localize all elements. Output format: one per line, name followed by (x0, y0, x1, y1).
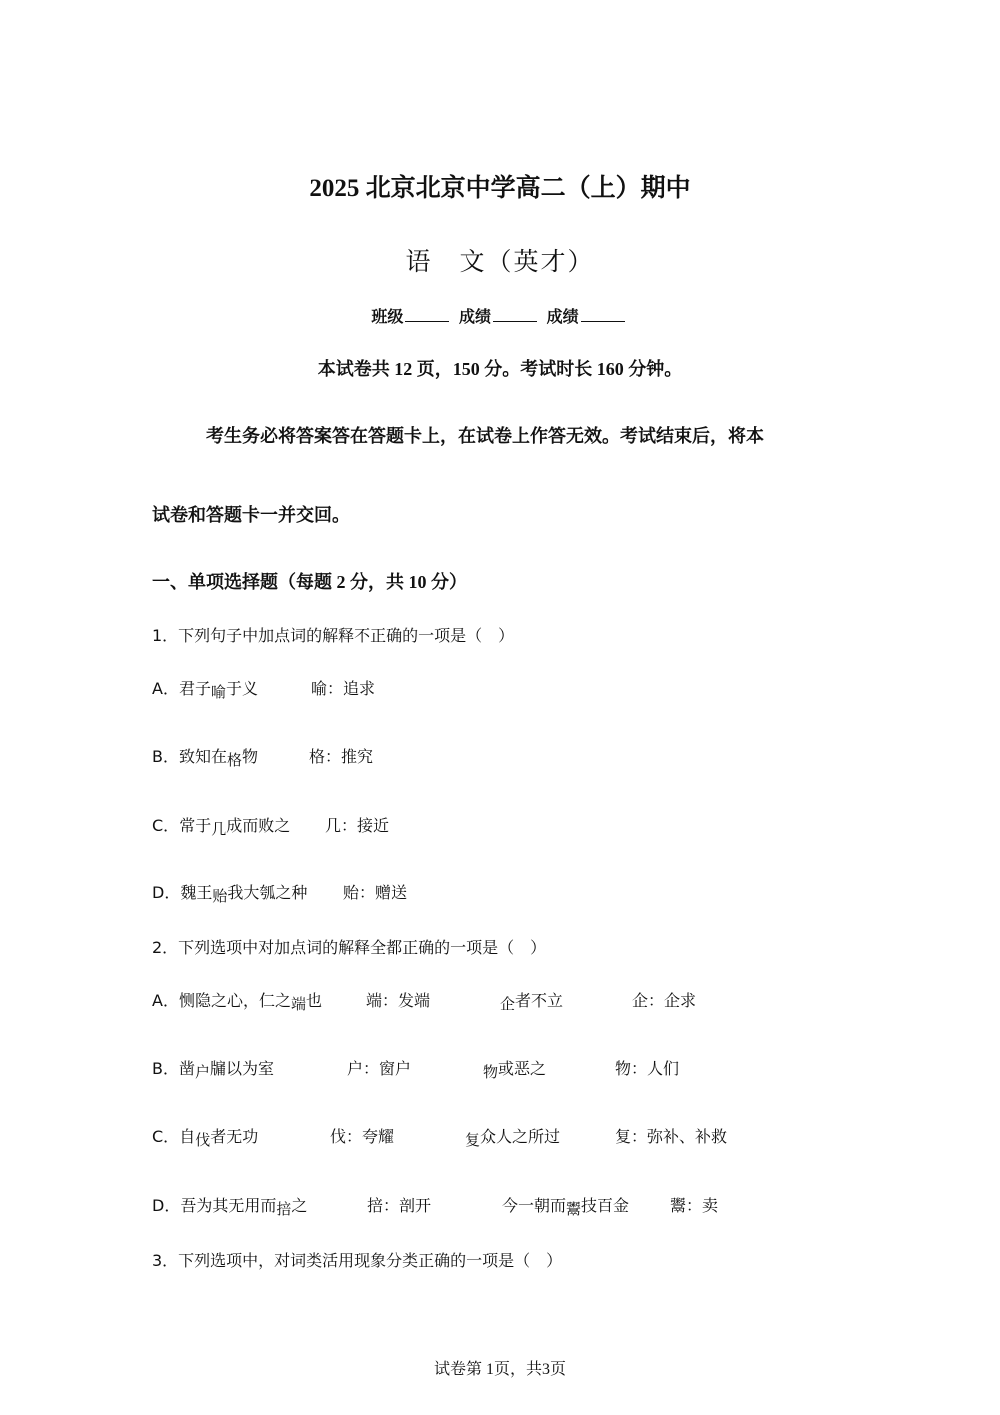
option-text: 自 (179, 1127, 196, 1146)
q2-option-a-phrase-2: 企者不立 (500, 991, 564, 1013)
option-text: 牖以为室 (210, 1059, 275, 1078)
option-letter: A． (152, 991, 179, 1010)
dotted-keyword: 掊 (276, 1200, 292, 1218)
dotted-keyword: 复 (465, 1131, 481, 1149)
option-letter: D． (152, 1196, 181, 1215)
page-footer: 试卷第 1页，共3页 (433, 1361, 566, 1378)
question-1-stem: 1．下列句子中加点词的解释不正确的一项是（ ） (152, 626, 515, 645)
score-field-blank-2[interactable] (581, 307, 625, 322)
dotted-keyword: 贻 (212, 887, 228, 905)
dotted-keyword: 物 (483, 1063, 499, 1081)
q1-option-a (152, 676, 258, 699)
option-text: 凿 (178, 1059, 195, 1078)
q1-option-d (152, 880, 307, 903)
q2-option-c-gloss-2: 复：弥补、补救 (615, 1127, 728, 1146)
notice-line-2: 试卷和答题卡一并交回。 (152, 505, 350, 526)
question-2-stem: 2．下列选项中对加点词的解释全都正确的一项是（ ） (152, 938, 547, 957)
option-text: 也 (305, 991, 322, 1010)
dotted-keyword: 喻 (210, 683, 226, 701)
q2-option-c-gloss: 伐：夸耀 (330, 1127, 395, 1146)
score-field-label: 成绩 (458, 307, 491, 326)
option-letter: C． (152, 1127, 180, 1146)
class-field-label: 班级 (371, 307, 404, 326)
exam-subtitle: 语 文（英才） (405, 247, 595, 276)
option-text: 之 (291, 1196, 308, 1215)
q2-option-d-gloss: 掊：剖开 (367, 1196, 432, 1215)
q2-option-b-gloss: 户：窗户 (347, 1059, 412, 1078)
q2-option-d-gloss-2: 鬻：卖 (670, 1196, 719, 1215)
notice-line-1: 考生务必将答案答在答题卡上，在试卷上作答无效。考试结束后，将本 (206, 426, 764, 447)
q2-option-b-phrase-2: 物或恶之 (483, 1059, 547, 1081)
option-text: 成而败之 (226, 816, 291, 835)
dotted-keyword: 几 (211, 820, 227, 838)
option-text: 致知在 (178, 747, 227, 766)
q1-option-c (152, 813, 290, 836)
option-letter: A． (152, 679, 179, 698)
option-text: 恻隐之心，仁之 (178, 991, 291, 1010)
option-text: 我大瓠之种 (227, 883, 308, 902)
q1-option-b-gloss: 格：推究 (309, 747, 374, 766)
option-text: 魏王 (180, 883, 213, 902)
exam-info: 本试卷共 12 页，150 分。考试时长 160 分钟。 (317, 359, 683, 379)
q2-option-a (152, 988, 322, 1011)
score-field-label-2: 成绩 (546, 307, 579, 326)
q2-option-a-gloss-2: 企：企求 (632, 991, 697, 1010)
option-text: 者无功 (210, 1127, 259, 1146)
q2-option-a-gloss: 端：发端 (366, 991, 431, 1010)
dotted-keyword: 企 (500, 995, 516, 1013)
q2-option-d (152, 1193, 307, 1216)
option-letter: C． (152, 816, 180, 835)
dotted-keyword: 端 (290, 995, 306, 1013)
option-text: 物 (242, 747, 259, 766)
exam-title: 2025 北京北京中学高二（上）期中 (309, 175, 691, 202)
dotted-keyword: 格 (227, 751, 243, 769)
q2-option-c (152, 1124, 258, 1147)
option-letter: B． (152, 1059, 179, 1078)
section-title: 一、单项选择题（每题 2 分，共 10 分） (152, 572, 467, 592)
q2-option-b (152, 1056, 274, 1079)
q2-option-b-gloss-2: 物：人们 (615, 1059, 680, 1078)
option-text: 吾为其无用而 (180, 1196, 277, 1215)
q2-option-c-phrase-2: 复众人之所过 (465, 1127, 561, 1149)
option-letter: B． (152, 747, 179, 766)
option-text: 于义 (225, 679, 258, 698)
dotted-keyword: 鬻 (566, 1200, 582, 1218)
class-field-blank[interactable] (405, 307, 449, 322)
q1-option-c-gloss: 几：接近 (325, 816, 390, 835)
q1-option-b (152, 744, 258, 767)
q1-option-d-gloss: 贻：赠送 (343, 883, 408, 902)
option-letter: D． (152, 883, 181, 902)
option-text: 常于 (179, 816, 212, 835)
dotted-keyword: 户 (195, 1063, 211, 1081)
question-3-stem: 3．下列选项中，对词类活用现象分类正确的一项是（ ） (152, 1251, 563, 1270)
q2-option-d-phrase-2: 今一朝而鬻技百金 (502, 1196, 630, 1218)
student-fields (0, 304, 1000, 327)
score-field-blank[interactable] (493, 307, 537, 322)
option-text: 君子 (178, 679, 211, 698)
dotted-keyword: 伐 (195, 1131, 211, 1149)
q1-option-a-gloss: 喻：追求 (311, 679, 376, 698)
